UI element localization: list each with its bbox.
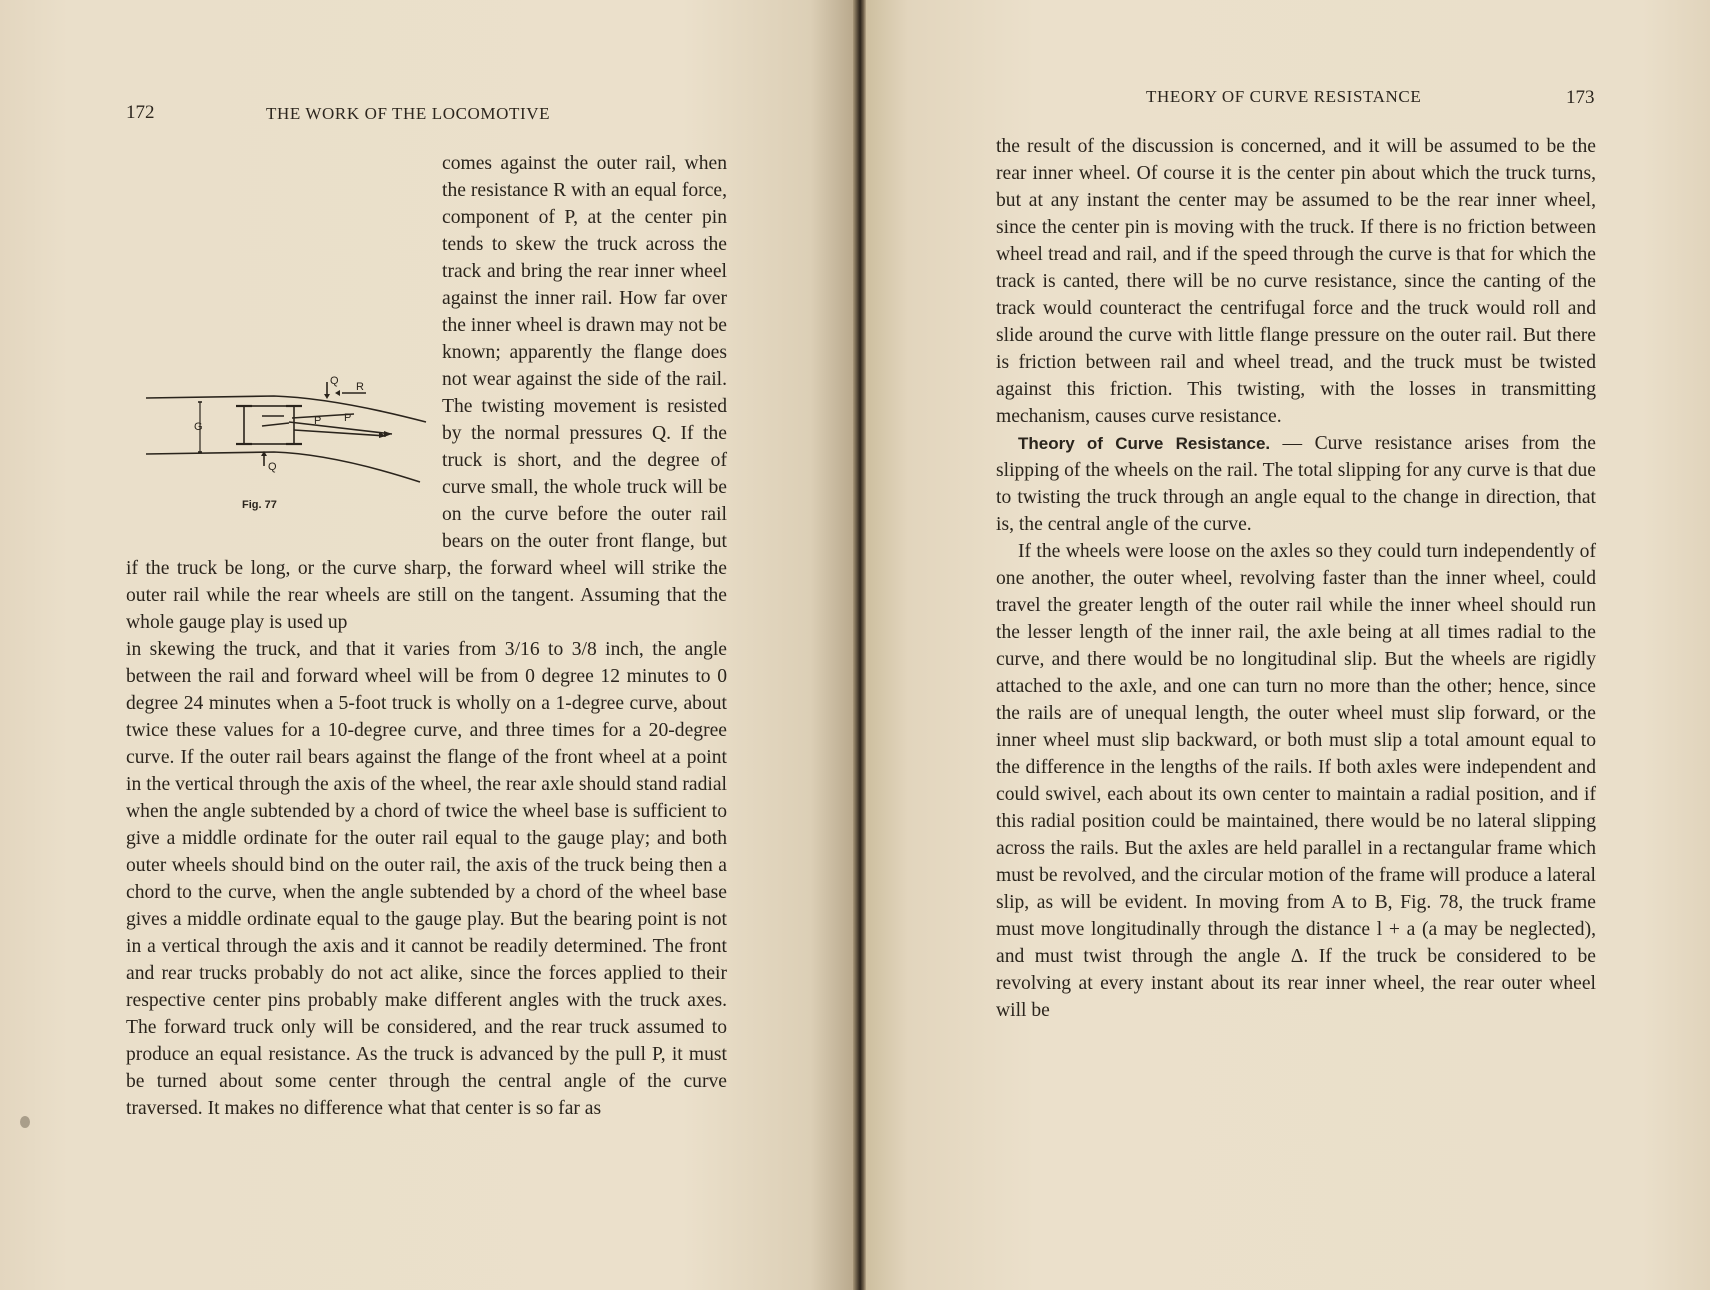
label-p-1: P bbox=[314, 415, 322, 427]
right-page-text bbox=[996, 133, 1596, 1024]
left-page bbox=[0, 0, 853, 1290]
right-paragraph-1: the result of the discussion is concerned, and it will be assumed to be the rear inner wheel. Of course it is the center pin about which the truck turns, but at any instant the center may be assumed to be the rear inner wheel, since the center pin is moving with the truck. If there is no friction between wheel tread and rail, and if the speed through the curve is that for which the track is canted, there will be no curve resistance, since the canting of the track would counteract the centrifugal force and the truck would roll and slide around the curve with little flange pressure on the outer rail. But there is friction between rail and wheel tread, and the truck must be twisted against this friction. This twisting, with the losses in transmitting mechanism, causes curve resistance. bbox=[996, 136, 1596, 427]
truck-diagram bbox=[124, 366, 434, 533]
inner-rail-line bbox=[146, 452, 420, 482]
right-page bbox=[866, 0, 1710, 1290]
right-paragraph-3: If the wheels were loose on the axles so they could turn independently of one another, the outer wheel, revolving faster than the inner wheel, could travel the greater length of the outer rail while the inner wheel should run the lesser length of the inner rail, the axle being at all times radial to the curve, and there would be no longitudinal slip. But the wheels are rigidly attached to the axle, and one can turn no more than the other; hence, since the rails are of unequal length, the outer wheel must slip forward, or the inner wheel must slip backward, or both must slip a total amount equal to the difference in the lengths of the rails. If both axles were independent and could swivel, each about its own center to maintain a radial position, and if this radial position could be maintained, there would be no lateral slipping across the rails. But the axles are held parallel in a rectangular frame which must be revolved, and the circular motion of the frame will produce a lateral slip, as will be evident. In moving from A to B, Fig. 78, the truck frame must move longitudinally through the distance l + a (a may be neglected), and must twist through the angle Δ. If the truck be considered to be revolving at every instant about its rear inner wheel, the rear outer wheel will be bbox=[996, 541, 1596, 1021]
right-paragraph-2-body: — Curve resistance arises from the slipping of the wheels on the rail. The total slipping for any curve is that due to twisting the truck through an angle equal to the change in direction, that is, the central angle of the curve. bbox=[996, 433, 1596, 535]
outer-rail-line bbox=[146, 396, 426, 422]
label-g: G bbox=[194, 421, 203, 433]
right-paragraph-2 bbox=[996, 430, 1596, 538]
label-q-top: Q bbox=[330, 375, 339, 387]
section-heading: Theory of Curve Resistance. bbox=[1018, 434, 1271, 453]
figure-77 bbox=[124, 366, 434, 533]
label-q-bottom: Q bbox=[268, 461, 277, 473]
page-smudge bbox=[20, 1116, 30, 1128]
book-gutter bbox=[853, 0, 866, 1290]
label-p-2: P bbox=[344, 412, 352, 424]
left-paragraph-bottom: in skewing the truck, and that it varies from 3/16 to 3/8 inch, the angle between the rail and forward wheel will be from 0 degree 12 minutes to 0 degree 24 minutes when a 5-foot truck is wholly on a 1-degree curve, about twice these values for a 10-degree curve, and three times for a 20-degree curve. If the outer rail bears against the flange of the front wheel at a point in the vertical through the axis of the wheel, the rear axle should stand radial when the angle subtended by a chord of twice the wheel base is sufficient to give a middle ordinate for the outer rail equal to the gauge play; and both outer wheels should bind on the outer rail, the axis of the truck being then a chord to the curve, when the angle subtended by a chord of the wheel base gives a middle ordinate equal to the gauge play. But the bearing point is not in a vertical through the axis and it cannot be readily determined. The front and rear trucks probably do not act alike, since the forces applied to their respective center pins probably make different angles with the truck axes. The forward truck only will be considered, and the rear truck assumed to produce an equal resistance. As the truck is advanced by the pull P, it must be turned about some center through the central angle of the curve traversed. It makes no difference what that center is so far as bbox=[126, 639, 727, 1119]
left-paragraph-top: comes against the outer rail, when the resistance R with an equal force, component of P, at the center pin tends to skew the truck across the track and bring the rear inner wheel against the inner rail. How far over the inner wheel is drawn may not be known; apparently the flange does not wear against the side of the rail. The twisting movement is resisted by the normal pressures Q. If the truck is short, and the degree of curve small, the whole truck will be on the curve before the outer rail bears on the outer front flange, but if the truck be long, or the curve sharp, the forward wheel will strike the outer rail while the rear wheels are still on the tangent. Assuming that the whole gauge play is used up bbox=[126, 153, 727, 633]
page-number-left: 172 bbox=[126, 102, 155, 123]
running-head-right: THEORY OF CURVE RESISTANCE bbox=[1146, 87, 1422, 106]
page-number-right: 173 bbox=[1566, 87, 1595, 108]
figure-caption: Fig. 77 bbox=[242, 499, 277, 511]
label-r: R bbox=[356, 381, 364, 393]
left-page-text bbox=[126, 150, 727, 1122]
running-head-left: THE WORK OF THE LOCOMOTIVE bbox=[266, 104, 551, 123]
